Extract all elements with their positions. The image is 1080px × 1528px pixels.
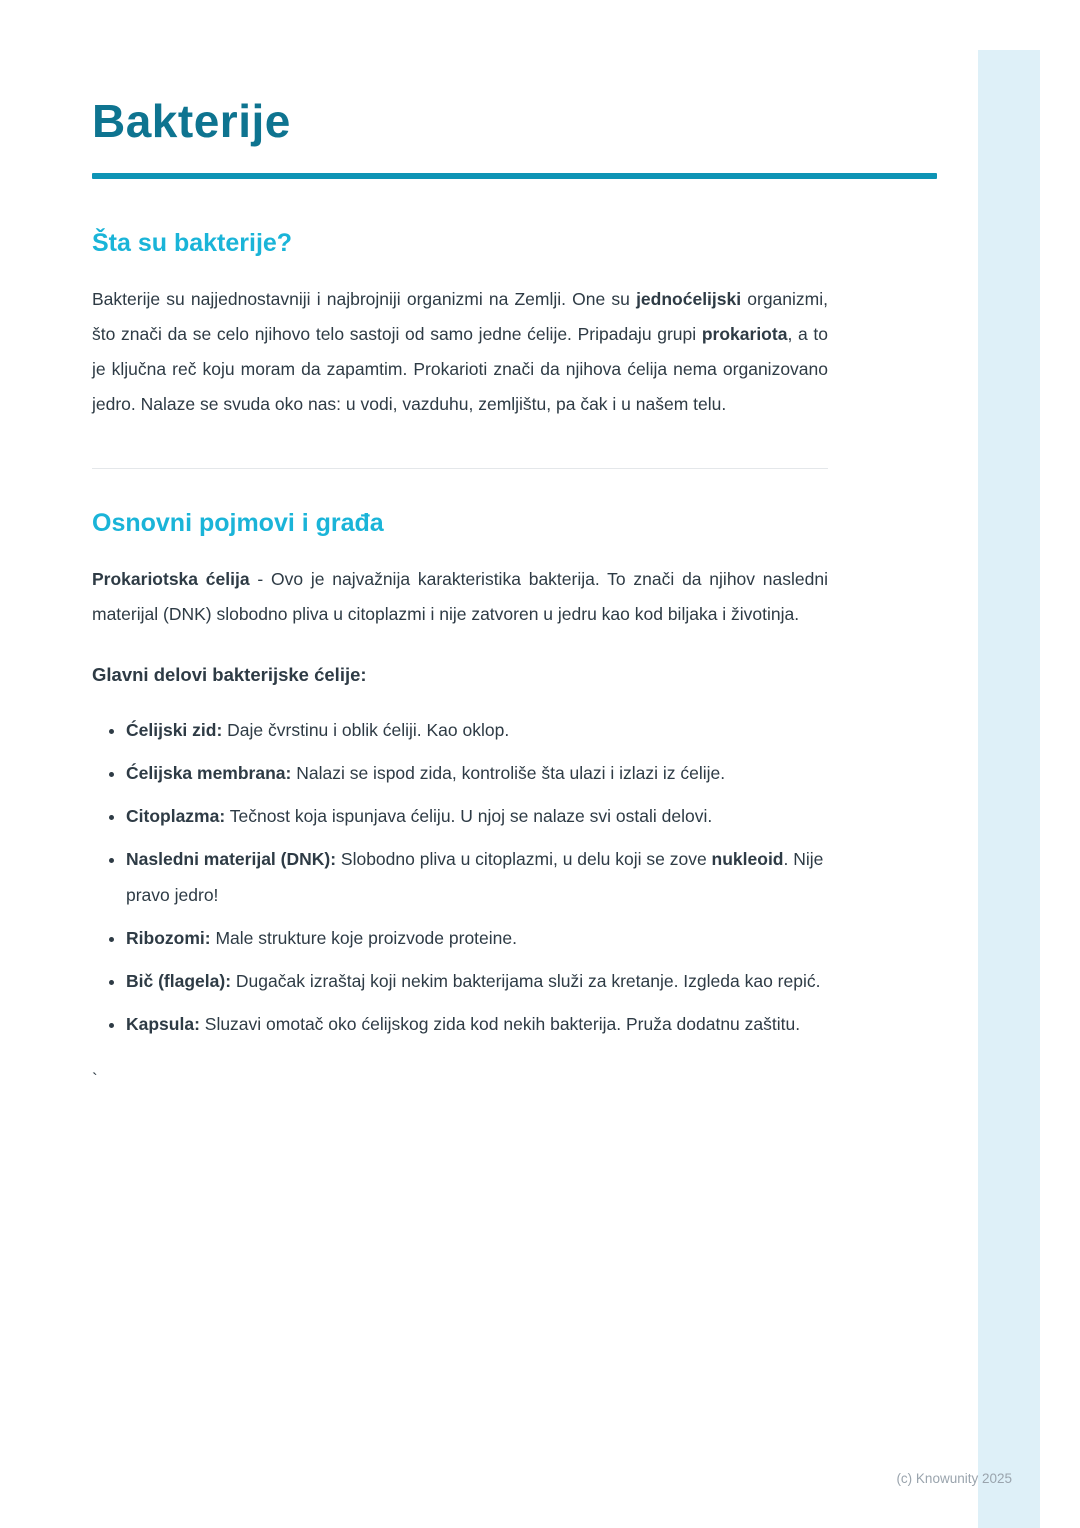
list-item-ribosomes: • Ribozomi: Male strukture koje proizvode proteine. [126,920,828,956]
section-basic-terms [92,509,828,1042]
prokaryote-paragraph: Prokariotska ćelija - Ovo je najvažnija karakteristika bakterija. To znači da njihov nasledni materijal (DNK) slobodno pliva u citoplazmi i nije zatvoren u jedru kao kod biljaka i životinja. [92,568,828,624]
section-what-are-bacteria [92,229,828,422]
section-heading: Osnovni pojmovi i građa [92,508,384,537]
list-item-dna: • Nasledni materijal (DNK): Slobodno pliva u citoplazmi, u delu koji se zove nukleoid. Nije pravo jedro! [126,841,828,913]
intro-paragraph: Bakterije su najjednostavniji i najbrojniji organizmi na Zemlji. One su jednoćelijski organizmi, što znači da se celo njihovo telo sastoji od samo jedne ćelije. Pripadaju grupi prokariota, a to je ključna reč koju moram da zapamtim. Prokarioti znači da njihova ćelija nema organizovano jedro. Nalaze se svuda oko nas: u vodi, vazduhu, zemljištu, pa čak i u našem telu. [92,288,829,414]
document-content [92,0,828,1090]
copyright-note: (c) Knowunity 2025 [896,1471,1012,1486]
cell-parts-list [92,712,828,1042]
list-item-capsule: • Kapsula: Sluzavi omotač oko ćelijskog zida kod nekih bakterija. Pruža dodatnu zaštitu. [126,1006,828,1042]
list-item-flagellum: • Bič (flagela): Dugačak izraštaj koji nekim bakterijama služi za kretanje. Izgleda kao repić. [126,963,828,999]
section-heading: Šta su bakterije? [92,228,293,257]
list-subheading: Glavni delovi bakterijske ćelije: [92,663,367,685]
page-title: Bakterije [92,95,291,147]
list-item-cell-membrane: • Ćelijska membrana: Nalazi se ispod zida, kontroliše šta ulazi i izlazi iz ćelije. [126,755,828,791]
stray-backtick: ` [92,1069,98,1089]
right-accent-stripe [978,50,1040,1528]
list-item-cell-wall: • Ćelijski zid: Daje čvrstinu i oblik ćeliji. Kao oklop. [126,712,828,748]
title-underline-rule [92,173,937,179]
section-divider [92,468,828,469]
list-item-cytoplasm: • Citoplazma: Tečnost koja ispunjava ćeliju. U njoj se nalaze svi ostali delovi. [126,798,828,834]
